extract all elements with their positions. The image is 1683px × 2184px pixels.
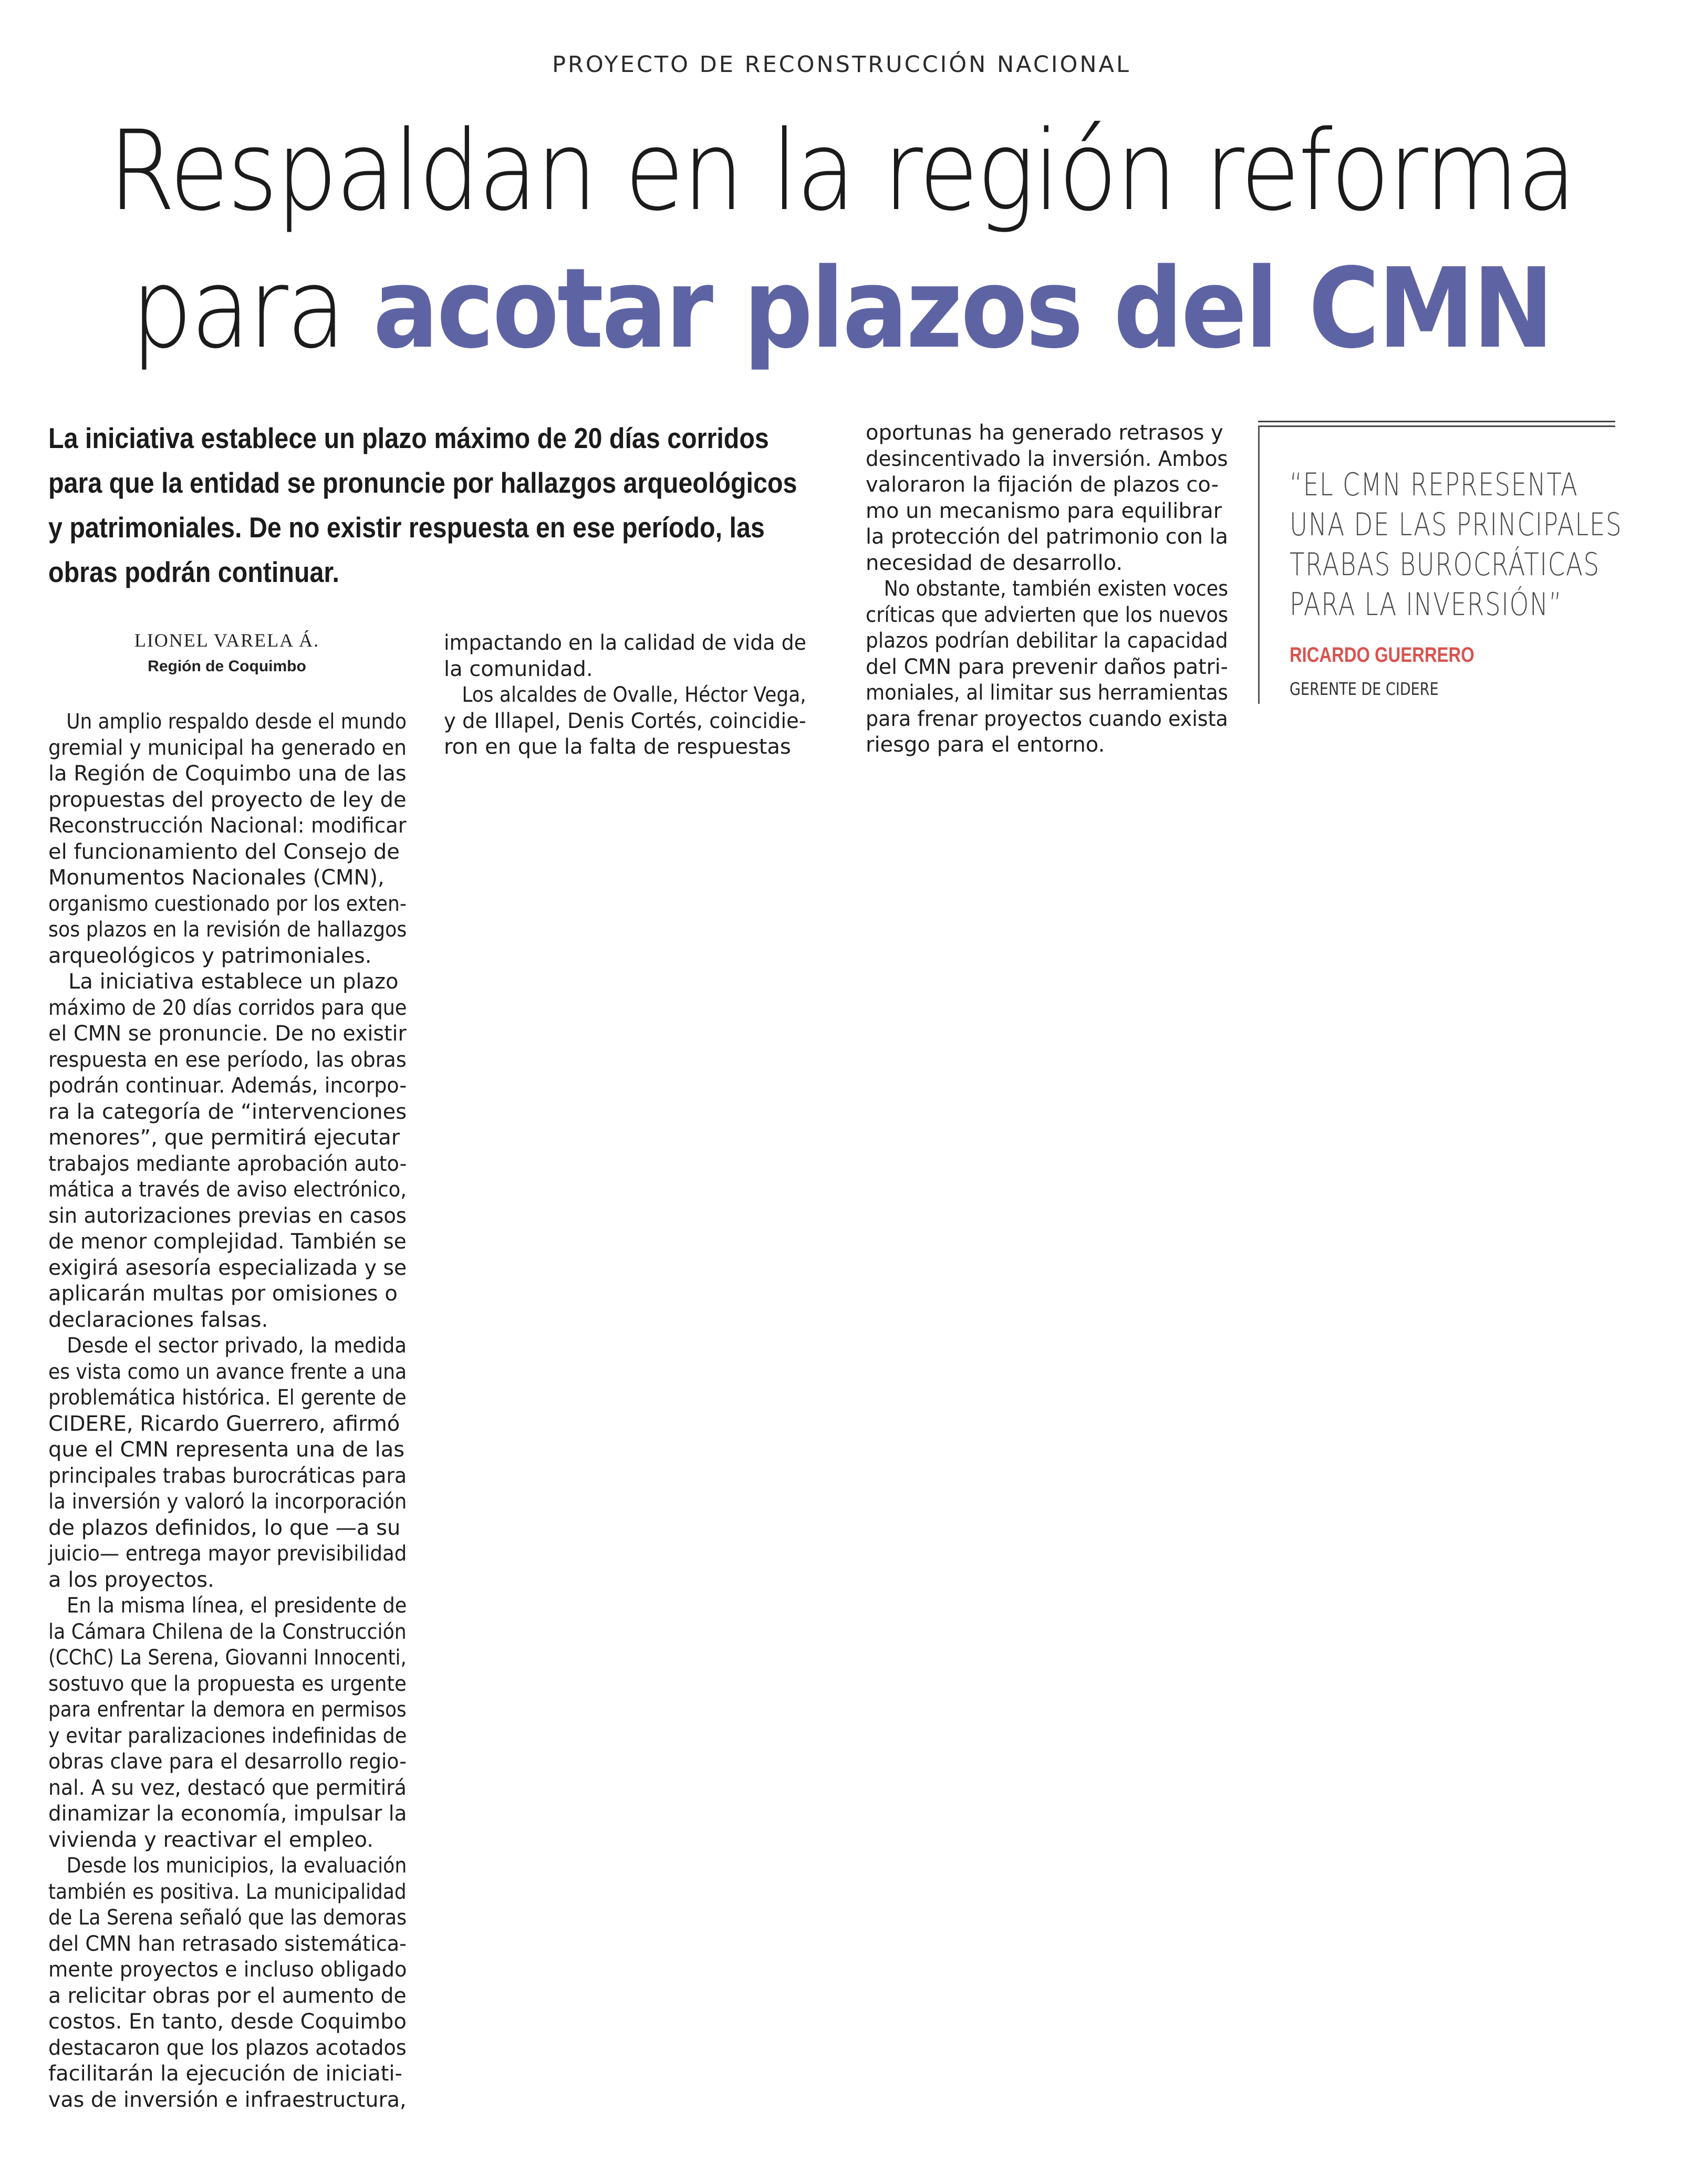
body-line bbox=[444, 734, 806, 761]
body-line-text: sos plazos en la revisión de hallazgos bbox=[48, 918, 407, 942]
body-line bbox=[866, 420, 1228, 446]
body-line-text: propuestas del proyecto de ley de bbox=[48, 787, 407, 812]
body-line-text: En la misma línea, el presidente de bbox=[48, 1594, 407, 1618]
body-line-text: y evitar paralizaciones indefinidas de bbox=[48, 1723, 407, 1748]
body-line bbox=[444, 630, 806, 657]
body-line bbox=[48, 2035, 407, 2062]
body-line-text: nal. A su vez, destacó que permitirá bbox=[48, 1775, 407, 1800]
body-line-text: facilitarán la ejecución de iniciati- bbox=[48, 2062, 402, 2086]
body-line-text: de La Serena señaló que las demoras bbox=[48, 1906, 407, 1930]
body-line-text: para frenar proyectos cuando exista bbox=[866, 706, 1228, 731]
body-line-text: dinamizar la economía, impulsar la bbox=[48, 1802, 407, 1826]
body-line bbox=[48, 1515, 407, 1542]
body-line bbox=[48, 1723, 407, 1750]
body-line bbox=[48, 1775, 407, 1802]
body-line-text: vas de inversión e infraestructura, bbox=[48, 2087, 407, 2112]
body-line bbox=[866, 446, 1228, 473]
body-line-text: de plazos definidos, lo que —a su bbox=[48, 1515, 401, 1540]
body-line bbox=[48, 1437, 407, 1463]
body-line-text: respuesta en ese período, las obras bbox=[48, 1047, 407, 1072]
body-line-text: mo un mecanismo para equilibrar bbox=[866, 498, 1222, 523]
body-line-text: del CMN para prevenir daños patri- bbox=[866, 654, 1228, 679]
body-line bbox=[48, 969, 407, 995]
body-line-text: para enfrentar la demora en permisos bbox=[48, 1698, 407, 1722]
body-line bbox=[866, 472, 1228, 498]
pullquote-role: GERENTE DE CIDERE bbox=[1290, 679, 1439, 699]
body-line-text: costos. En tanto, desde Coquimbo bbox=[48, 2010, 407, 2034]
body-line bbox=[48, 1255, 407, 1282]
body-line bbox=[48, 1463, 407, 1490]
body-line bbox=[48, 1047, 407, 1074]
body-line bbox=[48, 1671, 407, 1698]
lead-line: para que la entidad se pronuncie por hallazgos arqueológicos bbox=[48, 466, 797, 499]
body-line bbox=[48, 1645, 407, 1671]
body-line bbox=[48, 787, 407, 814]
body-line bbox=[866, 602, 1228, 629]
body-line bbox=[48, 2009, 407, 2035]
body-line-text: a los proyectos. bbox=[48, 1567, 214, 1592]
body-line-text: arqueológicos y patrimoniales. bbox=[48, 943, 372, 968]
body-line bbox=[48, 943, 407, 970]
pullquote-name: RICARDO GUERRERO bbox=[1290, 643, 1474, 667]
body-line-text: exigirá asesoría especializada y se bbox=[48, 1255, 407, 1280]
body-column-2 bbox=[444, 630, 806, 761]
body-line-text: declaraciones falsas. bbox=[48, 1307, 268, 1332]
body-line-text: juicio— entrega mayor previsibilidad bbox=[48, 1542, 407, 1566]
pullquote-line: “EL CMN REPRESENTA bbox=[1290, 466, 1578, 503]
body-line bbox=[48, 1281, 407, 1307]
body-line bbox=[48, 1905, 407, 1931]
body-line bbox=[866, 550, 1228, 577]
body-line bbox=[48, 1489, 407, 1515]
byline-region: Región de Coquimbo bbox=[148, 658, 306, 675]
body-line bbox=[48, 1827, 407, 1854]
body-line bbox=[48, 1619, 407, 1646]
body-line bbox=[48, 891, 407, 918]
body-line bbox=[48, 1203, 407, 1230]
body-line-text: críticas que advierten que los nuevos bbox=[866, 602, 1229, 627]
body-line-text: CIDERE, Ricardo Guerrero, afirmó bbox=[48, 1411, 400, 1436]
section-kicker: PROYECTO DE RECONSTRUCCIÓN NACIONAL bbox=[552, 51, 1131, 78]
body-column-1 bbox=[48, 709, 407, 2113]
body-line-text: Los alcaldes de Ovalle, Héctor Vega, bbox=[444, 683, 806, 707]
body-line-text: obras clave para el desarrollo regio- bbox=[48, 1750, 407, 1774]
pullquote-side-rule bbox=[1258, 425, 1260, 704]
body-line bbox=[866, 732, 1228, 758]
headline-line-2 bbox=[101, 240, 1582, 378]
body-line-text: plazos podrían debilitar la capacidad bbox=[866, 629, 1228, 653]
body-line-text: máximo de 20 días corridos para que bbox=[48, 995, 407, 1020]
body-line bbox=[48, 761, 407, 787]
body-line-text: ra la categoría de “intervenciones bbox=[48, 1099, 407, 1124]
pullquote-line: TRABAS BUROCRÁTICAS bbox=[1290, 546, 1600, 583]
body-line-text: valoraron la fijación de plazos co- bbox=[866, 473, 1219, 497]
body-line-text: riesgo para el entorno. bbox=[866, 733, 1105, 757]
headline-line-2-plain: para bbox=[131, 244, 373, 373]
body-line-text: Desde los municipios, la evaluación bbox=[48, 1854, 407, 1878]
body-line-text: Reconstrucción Nacional: modificar bbox=[48, 814, 407, 838]
body-line-text: que el CMN representa una de las bbox=[48, 1438, 405, 1462]
body-line-text: sin autorizaciones previas en casos bbox=[48, 1203, 407, 1228]
body-line-text: (CChC) La Serena, Giovanni Innocenti, bbox=[48, 1646, 407, 1670]
body-line bbox=[48, 1333, 407, 1359]
body-column-3 bbox=[866, 420, 1228, 758]
body-line-text: la inversión y valoró la incorporación bbox=[48, 1490, 407, 1514]
body-line bbox=[48, 1801, 407, 1827]
body-line-text: gremial y municipal ha generado en bbox=[48, 735, 407, 760]
body-line bbox=[866, 628, 1228, 654]
byline bbox=[48, 629, 406, 675]
body-line-text: Un amplio respaldo desde el mundo bbox=[48, 710, 407, 734]
lead-line: y patrimoniales. De no existir respuesta en ese período, las bbox=[48, 511, 765, 544]
body-line bbox=[48, 1385, 407, 1411]
body-line-text: la comunidad. bbox=[444, 657, 593, 681]
byline-author: LIONEL VARELA Á. bbox=[134, 630, 320, 651]
body-line bbox=[48, 709, 407, 735]
body-line bbox=[444, 709, 806, 735]
body-line bbox=[48, 995, 407, 1022]
body-line bbox=[48, 1853, 407, 1879]
body-line-text: el funcionamiento del Consejo de bbox=[48, 839, 400, 864]
body-line bbox=[48, 1073, 407, 1099]
body-line bbox=[48, 1177, 407, 1203]
body-line bbox=[866, 524, 1228, 550]
body-line-text: la Cámara Chilena de la Construcción bbox=[48, 1619, 407, 1644]
body-line-text: mente proyectos e incluso obligado bbox=[48, 1958, 407, 1982]
pullquote-line: UNA DE LAS PRINCIPALES bbox=[1290, 506, 1623, 543]
body-line-text: es vista como un avance frente a una bbox=[48, 1359, 407, 1384]
body-line bbox=[48, 1879, 407, 1906]
pullquote-text bbox=[1290, 465, 1626, 625]
body-line bbox=[444, 682, 806, 709]
body-line bbox=[866, 498, 1228, 525]
body-line-text: también es positiva. La municipalidad bbox=[48, 1879, 407, 1904]
body-line bbox=[48, 2061, 407, 2087]
body-line bbox=[48, 1359, 407, 1386]
body-line bbox=[866, 706, 1228, 733]
body-line-text: vivienda y reactivar el empleo. bbox=[48, 1827, 373, 1852]
body-line bbox=[48, 1983, 407, 2010]
body-line bbox=[48, 1411, 407, 1438]
body-line-text: moniales, al limitar sus herramientas bbox=[866, 681, 1228, 705]
body-line-text: a relicitar obras por el aumento de bbox=[48, 1983, 407, 2008]
body-line bbox=[48, 1021, 407, 1047]
lead-paragraph bbox=[48, 416, 797, 595]
body-line-text: destacaron que los plazos acotados bbox=[48, 2035, 407, 2060]
body-line-text: sostuvo que la propuesta es urgente bbox=[48, 1671, 407, 1696]
body-line-text: Monumentos Nacionales (CMN), bbox=[48, 866, 385, 890]
body-line bbox=[48, 917, 407, 943]
body-line bbox=[866, 576, 1228, 602]
body-line-text: podrán continuar. Además, incorpo- bbox=[48, 1074, 407, 1098]
body-line bbox=[48, 839, 407, 866]
lead-line: obras podrán continuar. bbox=[48, 556, 339, 588]
body-line bbox=[48, 1593, 407, 1619]
body-line-text: del CMN han retrasado sistemática- bbox=[48, 1931, 407, 1956]
body-line-text: ron en que la falta de respuestas bbox=[444, 735, 791, 759]
body-line-text: La iniciativa establece un plazo bbox=[48, 970, 399, 994]
body-line bbox=[48, 1957, 407, 1983]
body-line bbox=[48, 1125, 407, 1151]
body-line bbox=[48, 1749, 407, 1775]
body-line-text: mática a través de aviso electrónico, bbox=[48, 1178, 407, 1202]
body-line-text: impactando en la calidad de vida de bbox=[444, 631, 806, 655]
body-line-text: y de Illapel, Denis Cortés, coincidie- bbox=[444, 709, 806, 733]
body-line bbox=[866, 680, 1228, 706]
body-line bbox=[48, 1307, 407, 1334]
headline bbox=[101, 102, 1582, 378]
pullquote-line: PARA LA INVERSIÓN” bbox=[1290, 586, 1563, 623]
body-line-text: No obstante, también existen voces bbox=[866, 577, 1229, 601]
body-line bbox=[48, 1229, 407, 1255]
body-line bbox=[444, 657, 806, 683]
body-line bbox=[48, 2087, 407, 2114]
body-line bbox=[866, 654, 1228, 681]
body-line-text: la protección del patrimonio con la bbox=[866, 525, 1228, 549]
body-line-text: principales trabas burocráticas para bbox=[48, 1463, 407, 1488]
body-line bbox=[48, 735, 407, 762]
body-line bbox=[48, 813, 407, 839]
body-line bbox=[48, 1541, 407, 1567]
body-line-text: oportunas ha generado retrasos y bbox=[866, 421, 1223, 445]
body-line bbox=[48, 1567, 407, 1594]
body-line-text: Desde el sector privado, la medida bbox=[48, 1334, 407, 1358]
body-line bbox=[48, 1151, 407, 1178]
headline-line-1: Respaldan en la región reforma bbox=[108, 107, 1575, 235]
body-line bbox=[48, 865, 407, 891]
body-line bbox=[48, 1099, 407, 1126]
lead-line: La iniciativa establece un plazo máximo de 20 días corridos bbox=[48, 422, 769, 454]
body-line-text: menores”, que permitirá ejecutar bbox=[48, 1126, 400, 1150]
body-line-text: problemática histórica. El gerente de bbox=[48, 1386, 407, 1410]
pullquote-top-rule bbox=[1258, 425, 1615, 427]
body-line-text: necesidad de desarrollo. bbox=[866, 550, 1123, 575]
body-line bbox=[48, 1697, 407, 1723]
headline-accent: acotar plazos del CMN bbox=[373, 244, 1552, 373]
body-line-text: organismo cuestionado por los exten- bbox=[48, 891, 407, 916]
body-line-text: aplicarán multas por omisiones o bbox=[48, 1282, 398, 1306]
body-line-text: desincentivado la inversión. Ambos bbox=[866, 446, 1228, 471]
body-line-text: el CMN se pronuncie. De no existir bbox=[48, 1022, 407, 1046]
body-line-text: de menor complejidad. También se bbox=[48, 1230, 407, 1254]
body-line-text: trabajos mediante aprobación auto- bbox=[48, 1151, 407, 1176]
body-line-text: la Región de Coquimbo una de las bbox=[48, 762, 407, 786]
body-line bbox=[48, 1931, 407, 1958]
